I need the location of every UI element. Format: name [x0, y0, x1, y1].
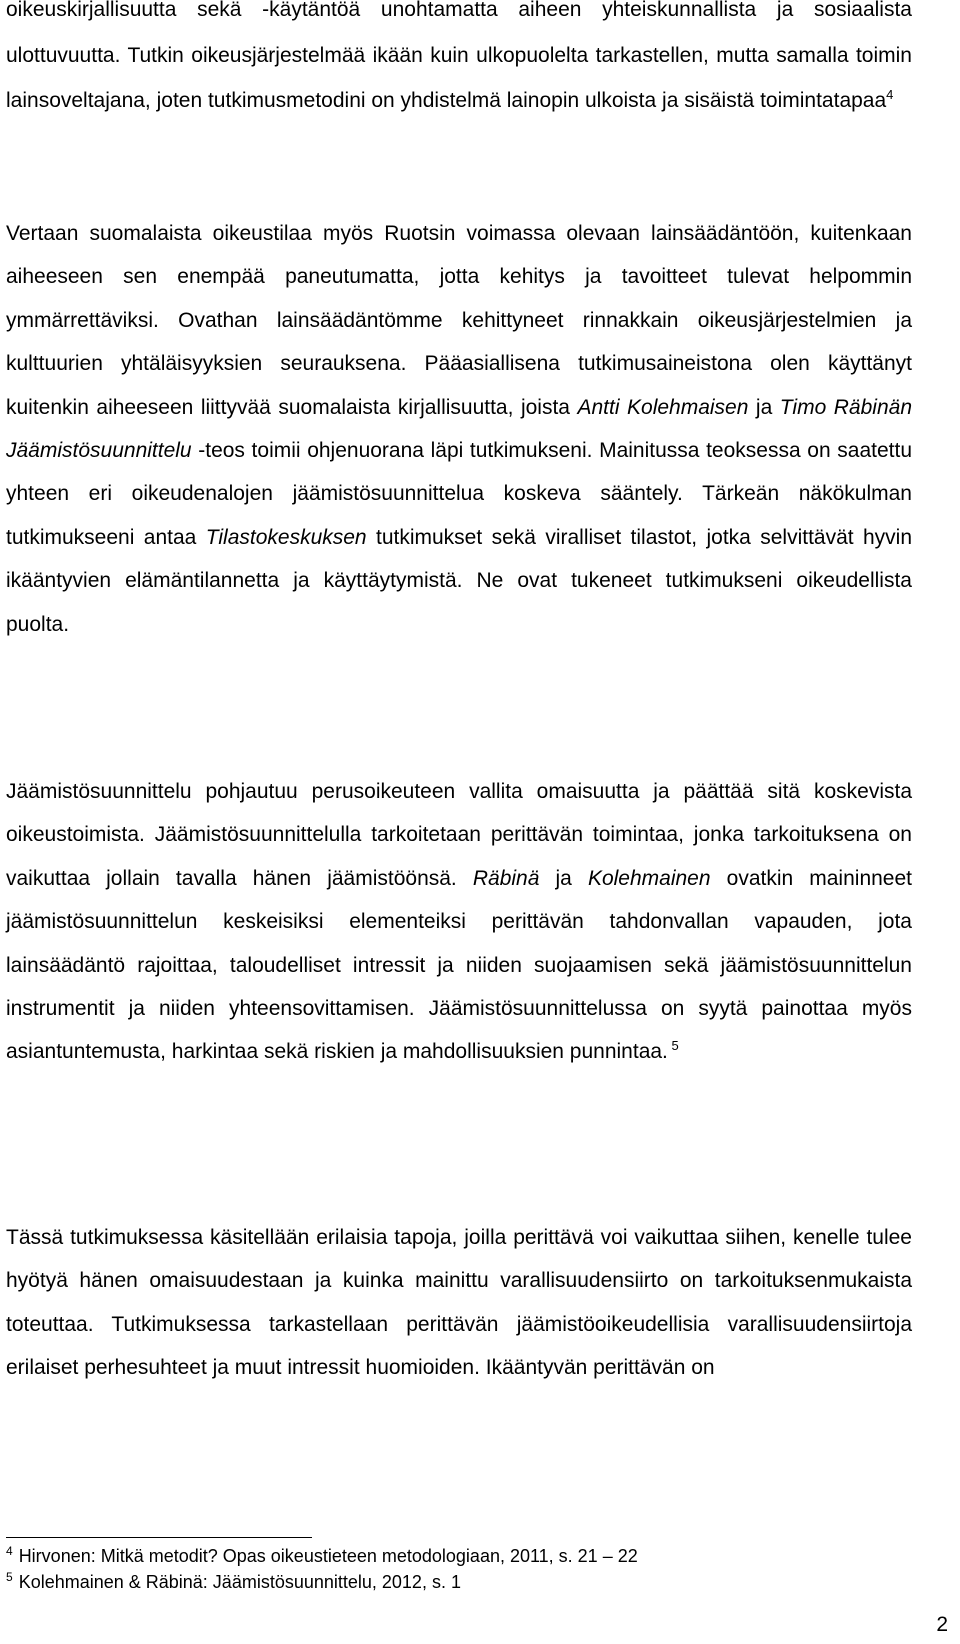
footnote-separator: [6, 1537, 312, 1538]
text-run: Tässä tutkimuksessa käsitellään erilaisia tapoja, joilla perittävä voi vaikuttaa siihen, kenelle tulee hyötyä hänen omaisuudestaan ja kuinka mainittu varallisuudensiirto on tarkoituksenmukaista toteuttaa. Tutkimuksessa tarkastellaan perittävän jäämistöoikeudellisia varallisuudensiirtoja erilaiset perhesuhteet ja muut intressit huomioiden. Ikääntyvän perittävän on: [6, 1226, 912, 1380]
footnote-4-number: 4: [6, 1544, 13, 1558]
footnote-5: [6, 1570, 912, 1594]
footnote-5-number: 5: [6, 1570, 13, 1584]
text-run: ja: [539, 866, 588, 890]
text-run: Jäämistösuunnittelu pohjautuu perusoikeuteen vallita omaisuutta ja päättää sitä koskevista oikeustoimista. Jäämistösuunnittelulla tarkoitetaan perittävän toimintaa, jonka tarkoituksena on vaikuttaa jollain tavalla hänen jäämistöönsä.: [6, 780, 912, 890]
footnote-4: [6, 1544, 912, 1568]
text-run: oikeuskirjallisuutta sekä -käytäntöä unohtamatta aiheen yhteiskunnallista ja sosiaalista ulottuvuutta. Tutkin oikeusjärjestelmää ikään kuin ulkopuolelta tarkastellen, mutta samalla toimin lainsoveltajana, joten tutkimusmetodini on yhdistelmä lainopin ulkoista ja sisäistä toimintatapaa: [6, 0, 912, 112]
text-run: ovatkin maininneet jäämistösuunnittelun keskeisiksi elementeiksi perittävän tahdonvallan vapauden, jota lainsäädäntö rajoittaa, taloudelliset intressit ja niiden suojaamisen sekä jäämistösuunnittelun instrumentit ja niiden yhteensovittamisen. Jäämistösuunnittelussa on syytä painottaa myös asiantuntemusta, harkintaa sekä riskien ja mahdollisuuksien punnintaa.: [6, 866, 912, 1064]
footnote-5-text: Kolehmainen & Räbinä: Jäämistösuunnittelu, 2012, s. 1: [18, 1572, 461, 1592]
body-paragraph-intro: [6, 0, 912, 124]
italic-reference: Kolehmainen: [587, 866, 711, 890]
page-number: 2: [936, 1613, 948, 1636]
italic-reference: Timo Räbinän Jäämistösuunnittelu: [6, 395, 912, 463]
text-run: ja: [748, 395, 780, 419]
italic-reference: Tilastokeskuksen: [205, 525, 367, 549]
footnote-4-text: Hirvonen: Mitkä metodit? Opas oikeustieteen metodologiaan, 2011, s. 21 – 22: [18, 1546, 638, 1566]
footnote-reference: 5: [667, 1038, 679, 1054]
text-run: -teos toimii ohjenuorana läpi tutkimukseni. Mainitussa teoksessa on saatettu yhteen eri oikeudenalojen jäämistösuunnittelua koskeva sääntely. Tärkeän näkökulman tutkimukseeni antaa: [6, 439, 912, 549]
italic-reference: Räbinä: [472, 866, 540, 890]
body-paragraph-swedish-law: [6, 212, 912, 646]
italic-reference: Antti Kolehmaisen: [577, 395, 749, 419]
text-run: Vertaan suomalaista oikeustilaa myös Ruotsin voimassa olevaan lainsäädäntöön, kuitenkaan aiheeseen sen enempää paneutumatta, jotta kehitys ja tavoitteet tulevat helpommin ymmärrettäviksi. Ovathan lainsäädäntömme kehittyneet rinnakkain oikeusjärjestelmien ja kulttuurien yhtäläisyyksien seurauksena. Pääasiallisena tutkimusaineistona olen käyttänyt kuitenkin aiheeseen liittyvää suomalaista kirjallisuutta, joista: [6, 222, 912, 419]
body-paragraph-estate-planning: [6, 770, 912, 1074]
body-paragraph-study-scope: [6, 1216, 912, 1390]
footnote-reference: 4: [886, 87, 894, 102]
text-run: tutkimukset sekä viralliset tilastot, jotka selvittävät hyvin ikääntyvien elämäntilannetta ja käyttäytymistä. Ne ovat tukeneet tutkimukseni oikeudellista puolta.: [6, 525, 913, 636]
